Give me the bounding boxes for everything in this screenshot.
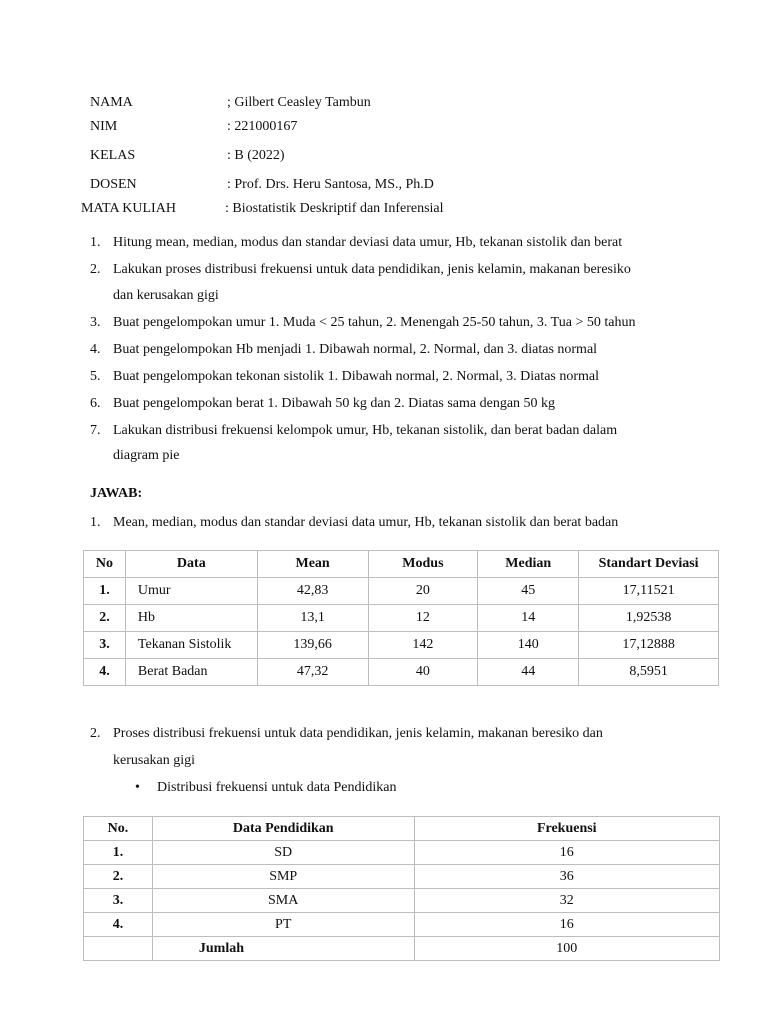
pendidikan-frequency-table [83, 816, 720, 961]
nim-value: : 221000167 [227, 119, 298, 134]
cell-no: 1. [84, 841, 153, 865]
question-number: 1. [90, 235, 101, 250]
kelas-label: KELAS [90, 148, 136, 163]
table-row [84, 913, 720, 937]
nim-label: NIM [90, 119, 118, 134]
cell-no: 2. [84, 865, 153, 889]
cell-frekuensi: 32 [414, 889, 719, 913]
question-text: Lakukan proses distribusi frekuensi untuk data pendidikan, jenis kelamin, makanan beresiko [113, 262, 631, 277]
cell-frekuensi: 16 [414, 841, 719, 865]
question-number: 4. [90, 342, 101, 357]
answer-text-cont: kerusakan gigi [113, 753, 196, 768]
question-text: Hitung mean, median, modus dan standar deviasi data umur, Hb, tekanan sistolik dan berat [113, 235, 623, 250]
question-text: Buat pengelompokan tekonan sistolik 1. Dibawah normal, 2. Normal, 3. Diatas normal [113, 369, 600, 384]
cell-no: 1. [84, 578, 126, 605]
header-no: No [84, 551, 126, 578]
question-number: 3. [90, 315, 101, 330]
cell-mean: 42,83 [257, 578, 368, 605]
total-label: Jumlah [152, 937, 414, 961]
nama-label: NAMA [90, 95, 133, 110]
cell-modus: 142 [368, 632, 478, 659]
table-row [84, 889, 720, 913]
cell-std-dev: 8,5951 [579, 659, 719, 686]
kelas-value: : B (2022) [227, 148, 285, 163]
table-row [84, 578, 719, 605]
table-row [84, 605, 719, 632]
table-row [84, 865, 720, 889]
cell-pendidikan: SMA [152, 889, 414, 913]
cell-pendidikan: PT [152, 913, 414, 937]
mata-kuliah-value: : Biostatistik Deskriptif dan Inferensial [225, 201, 444, 216]
dosen-label: DOSEN [90, 177, 137, 192]
question-text: Buat pengelompokan Hb menjadi 1. Dibawah normal, 2. Normal, dan 3. diatas normal [113, 342, 598, 357]
cell-modus: 40 [368, 659, 478, 686]
cell-median: 14 [478, 605, 579, 632]
answer-number: 1. [90, 515, 101, 530]
cell-frekuensi: 36 [414, 865, 719, 889]
table-row [84, 659, 719, 686]
table-header-row [84, 817, 720, 841]
question-number: 6. [90, 396, 101, 411]
answer-text: Mean, median, modus dan standar deviasi data umur, Hb, tekanan sistolik dan berat badan [113, 515, 619, 530]
header-frekuensi: Frekuensi [414, 817, 719, 841]
answer-number: 2. [90, 726, 101, 741]
cell-median: 44 [478, 659, 579, 686]
answer-text: Proses distribusi frekuensi untuk data pendidikan, jenis kelamin, makanan beresiko dan [113, 726, 603, 741]
cell-no: 4. [84, 913, 153, 937]
cell-modus: 12 [368, 605, 478, 632]
cell-modus: 20 [368, 578, 478, 605]
cell-mean: 13,1 [257, 605, 368, 632]
cell-std-dev: 1,92538 [579, 605, 719, 632]
mata-kuliah-label: MATA KULIAH [81, 201, 176, 216]
cell-empty [84, 937, 153, 961]
bullet-mark: • [135, 780, 140, 795]
header-mean: Mean [257, 551, 368, 578]
table-row [84, 841, 720, 865]
cell-median: 140 [478, 632, 579, 659]
statistics-table [83, 550, 719, 686]
cell-no: 3. [84, 889, 153, 913]
cell-data: Berat Badan [125, 659, 257, 686]
table-row [84, 632, 719, 659]
cell-median: 45 [478, 578, 579, 605]
question-text-cont: diagram pie [113, 448, 180, 463]
cell-no: 3. [84, 632, 126, 659]
header-data-pendidikan: Data Pendidikan [152, 817, 414, 841]
cell-no: 2. [84, 605, 126, 632]
dosen-value: : Prof. Drs. Heru Santosa, MS., Ph.D [227, 177, 434, 192]
bullet-text: Distribusi frekuensi untuk data Pendidikan [157, 780, 397, 795]
question-text-cont: dan kerusakan gigi [113, 288, 219, 303]
cell-mean: 139,66 [257, 632, 368, 659]
cell-mean: 47,32 [257, 659, 368, 686]
cell-data: Hb [125, 605, 257, 632]
cell-no: 4. [84, 659, 126, 686]
cell-pendidikan: SD [152, 841, 414, 865]
cell-pendidikan: SMP [152, 865, 414, 889]
question-number: 5. [90, 369, 101, 384]
header-data: Data [125, 551, 257, 578]
question-number: 7. [90, 423, 101, 438]
header-modus: Modus [368, 551, 478, 578]
table-header-row [84, 551, 719, 578]
question-number: 2. [90, 262, 101, 277]
header-std-dev: Standart Deviasi [579, 551, 719, 578]
total-value: 100 [414, 937, 719, 961]
question-text: Buat pengelompokan umur 1. Muda < 25 tahun, 2. Menengah 25-50 tahun, 3. Tua > 50 tahun [113, 315, 636, 330]
table-total-row [84, 937, 720, 961]
cell-data: Tekanan Sistolik [125, 632, 257, 659]
question-text: Buat pengelompokan berat 1. Dibawah 50 kg dan 2. Diatas sama dengan 50 kg [113, 396, 556, 411]
nama-value: ; Gilbert Ceasley Tambun [227, 95, 371, 110]
cell-data: Umur [125, 578, 257, 605]
cell-std-dev: 17,11521 [579, 578, 719, 605]
cell-std-dev: 17,12888 [579, 632, 719, 659]
header-median: Median [478, 551, 579, 578]
cell-frekuensi: 16 [414, 913, 719, 937]
jawab-heading: JAWAB: [90, 486, 143, 501]
header-no: No. [84, 817, 153, 841]
question-text: Lakukan distribusi frekuensi kelompok umur, Hb, tekanan sistolik, dan berat badan dalam [113, 423, 618, 438]
